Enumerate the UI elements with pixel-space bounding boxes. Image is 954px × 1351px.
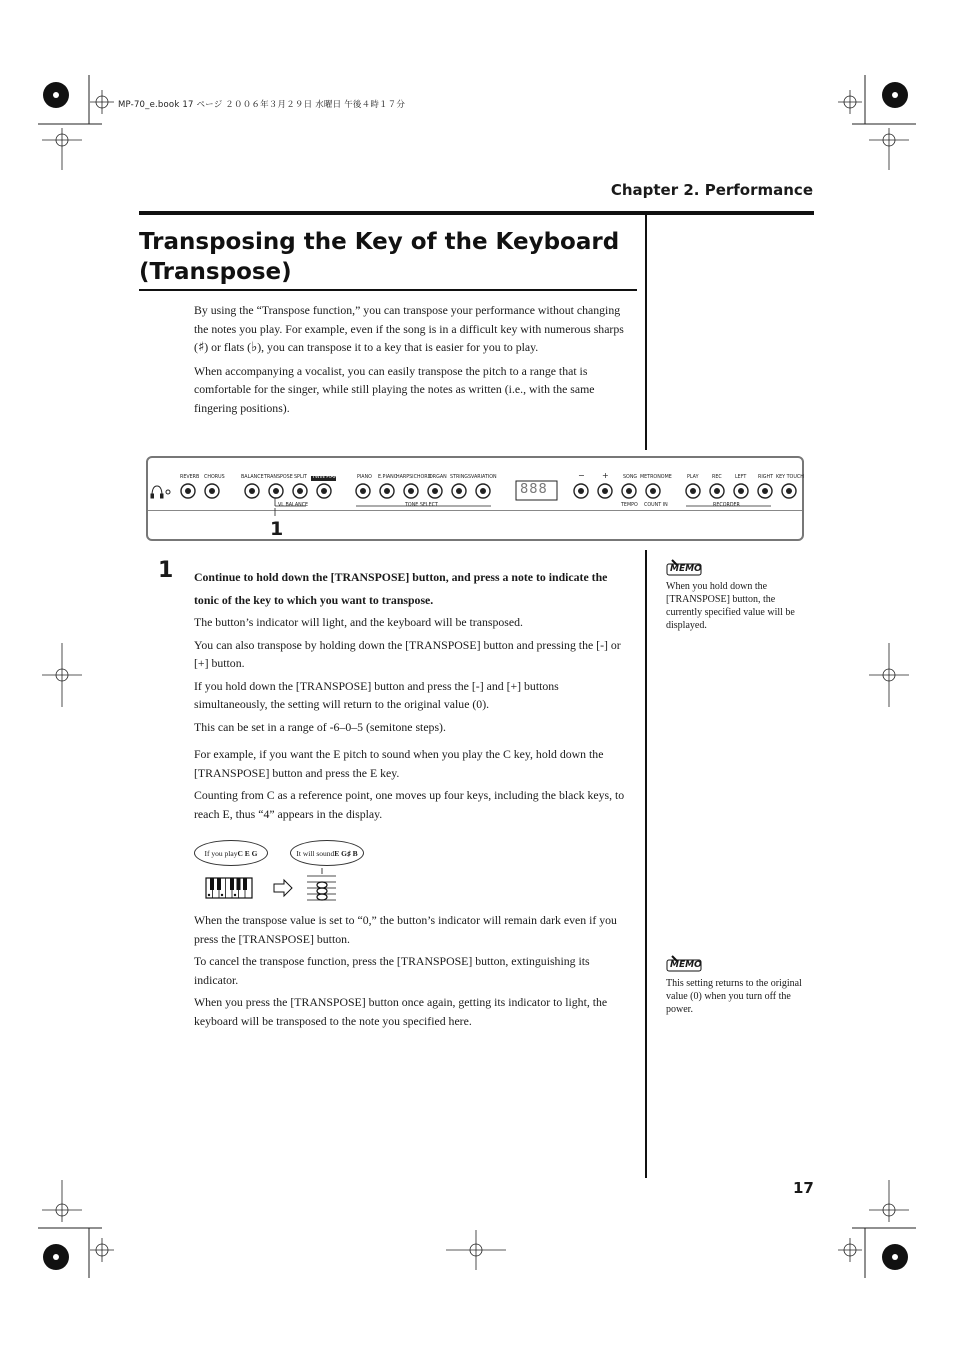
memo-note-1: When you hold down the [TRANSPOSE] button, the currently specified value will be displayed. (666, 581, 795, 631)
panel-label: PLAY (687, 475, 699, 480)
panel-label: LEFT (735, 475, 747, 480)
panel-label: KEY TOUCH (776, 475, 804, 480)
panel-label: HARPSICHORD (396, 475, 432, 480)
panel-sublabel: TEMPO (621, 503, 638, 508)
speech-bubble-play: If you play C E G (194, 840, 268, 866)
chapter-heading: Chapter 2. Performance (610, 181, 813, 199)
panel-label: CHORUS (204, 475, 225, 480)
page-number: 17 (793, 1179, 814, 1197)
closing-paragraph: To cancel the transpose function, press the [TRANSPOSE] button, extinguishing its indicator. (194, 954, 590, 987)
intro-paragraph-2: When accompanying a vocalist, you can easily transpose the pitch to a range that is comfortable for the singer, while still playing the notes as written (i.e., with the same fingering positions). (194, 363, 595, 415)
flat-icon: ♭ (251, 340, 258, 355)
panel-label: STRINGS (450, 475, 472, 480)
panel-sublabel: RECORDER (713, 503, 740, 508)
step-details (194, 613, 628, 740)
speech-bubble-sound: It will sound E G♯ B (290, 840, 364, 866)
music-staff-icon (307, 868, 336, 900)
closing-paragraph: When you press the [TRANSPOSE] button once again, getting its indicator to light, the keyboard will be transposed to the note you specified here. (194, 995, 608, 1028)
panel-label: + (602, 471, 609, 480)
step-heading: Continue to hold down the [TRANSPOSE] button, and press a note to indicate the tonic of the key to which you want to transpose. (194, 570, 608, 607)
example-text (194, 745, 628, 827)
intro-text (194, 301, 628, 421)
panel-label: PIANO (357, 475, 372, 480)
panel-label: − (578, 471, 585, 480)
page-title: Transposing the Key of the Keyboard (Transpose) (139, 229, 620, 285)
top-rule (139, 211, 814, 215)
memo-label: MEMO (670, 564, 702, 574)
step-number: 1 (158, 558, 174, 583)
panel-label: METRONOME (640, 475, 672, 480)
step-paragraph: This can be set in a range of -6–0–5 (semitone steps). (194, 719, 446, 734)
step-paragraph: You can also transpose by holding down the [TRANSPOSE] button and pressing the [-] or [+] button. (194, 637, 621, 670)
panel-label: SONG (623, 475, 638, 480)
callout-number: 1 (270, 518, 284, 540)
column-rule-top (645, 215, 647, 450)
panel-label: SPLIT (294, 475, 307, 480)
arrow-right-icon (274, 880, 292, 896)
panel-label: E.PIANO (378, 475, 398, 480)
keyboard-icon (206, 878, 252, 898)
panel-label: REC (712, 475, 722, 480)
panel-sublabel: VL BALANCE (278, 503, 309, 508)
intro-paragraph-1: By using the “Transpose function,” you can transpose your performance without changing the notes you play. For example, even if the song is in a difficult key with numerous sharps (♯) or flats (♭), you can transpose it to a key that is easier for you to play. (194, 303, 624, 355)
panel-labels (146, 471, 808, 515)
panel-label: BALANCE (241, 475, 264, 480)
panel-label: VARIATION (471, 475, 497, 480)
closing-text (194, 911, 628, 1034)
step-paragraph: The button’s indicator will light, and the keyboard will be transposed. (194, 615, 523, 629)
title-rule (139, 289, 637, 291)
panel-label: TWIN PIANO (312, 475, 342, 480)
panel-label: TRANSPOSE (264, 475, 293, 480)
example-paragraph: For example, if you want the E pitch to sound when you play the C key, hold down the [TRANSPOSE] button and press the E key. (194, 747, 604, 780)
print-header: MP-70_e.book 17 ページ ２００６年３月２９日 水曜日 午後４時１７分 (118, 100, 406, 110)
step-paragraph: If you hold down the [TRANSPOSE] button and press the [-] and [+] buttons simultaneously, the setting will return to the original value (0). (194, 678, 559, 711)
memo-label: MEMO (670, 960, 702, 970)
column-rule-bottom (645, 550, 647, 1178)
led-display: 888 (520, 482, 548, 497)
panel-sublabel: COUNT IN (644, 503, 668, 508)
panel-sublabel: TONE SELECT (405, 503, 438, 508)
panel-label: ORGAN (429, 475, 447, 480)
panel-label: RIGHT (758, 475, 774, 480)
closing-paragraph: When the transpose value is set to “0,” the button’s indicator will remain dark even if you press the [TRANSPOSE] button. (194, 913, 617, 946)
transpose-example-illustration (194, 864, 374, 904)
memo-note-2: This setting returns to the original value (0) when you turn off the power. (666, 978, 802, 1015)
example-paragraph: Counting from C as a reference point, one moves up four keys, including the black keys, to reach E, thus “4” appears in the display. (194, 788, 625, 821)
sharp-icon: ♯ (197, 340, 205, 355)
panel-label: REVERB (180, 475, 200, 480)
